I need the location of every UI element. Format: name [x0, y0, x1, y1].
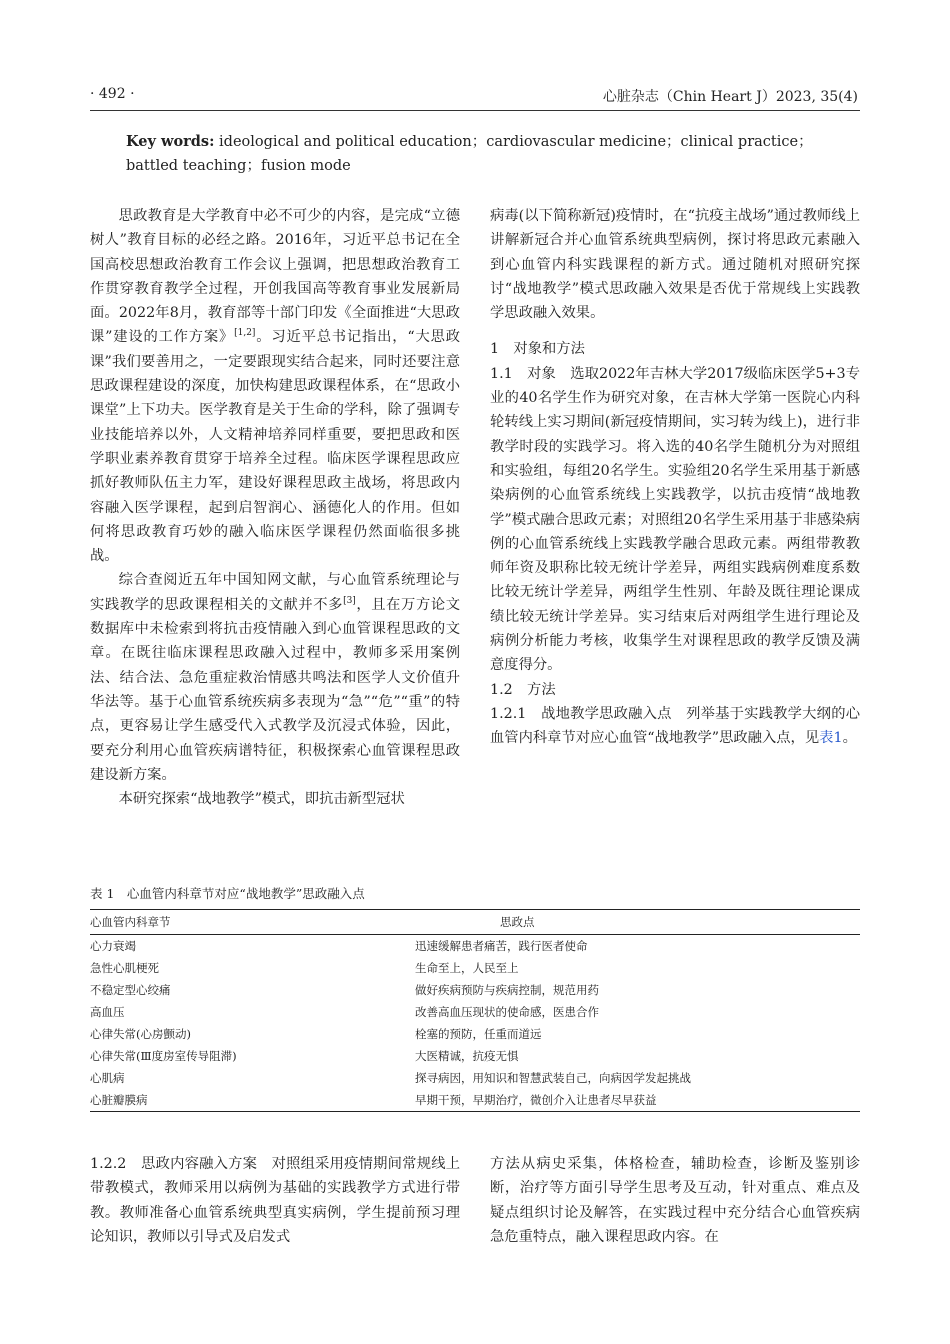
section-heading: 1 对象和方法: [490, 341, 585, 358]
left-column-bottom: [90, 1152, 460, 1249]
subsection-heading: 1.2.1 战地教学思政融入点: [490, 705, 672, 722]
keywords: [126, 130, 860, 178]
subsection-heading: 1.1 对象: [490, 365, 556, 382]
keywords-text: ideological and political education；cardiovascular medicine；clinical practice；battled teaching；fusion mode: [126, 134, 813, 174]
table-header-row: [90, 910, 860, 935]
table-row: 心律失常(心房颤动) 栓塞的预防，任重而道远: [90, 1027, 542, 1041]
table-reference-link[interactable]: 表1: [819, 730, 843, 747]
table-row: 急性心肌梗死 生命至上，人民至上: [90, 961, 519, 975]
paragraph: 方法从病史采集，体格检查，辅助检查，诊断及鉴别诊断，治疗等方面引导学生思考及互动，针对重点、难点及疑点组织讨论及解答，在实践过程中充分结合心血管疾病急危重特点，融入课程思政内容。在: [490, 1156, 860, 1245]
keywords-label: Key words:: [126, 133, 215, 150]
paragraph: 本研究探索“战地教学”模式，即抗击新型冠状: [118, 791, 405, 808]
right-column: [490, 204, 860, 751]
table-row: 心脏瓣膜病 早期干预，早期治疗，微创介入让患者尽早获益: [90, 1089, 860, 1112]
paragraph: 病毒(以下简称新冠)疫情时，在“抗疫主战场”通过教师线上讲解新冠合并心血管系统典型病例，探讨将思政元素融入到心血管内科实践课程的新方式。通过随机对照研究探讨“战地教学”模式思政融入效果是否优于常规线上实践教学思政融入效果。: [490, 208, 860, 322]
subsection-heading: 1.2 方法: [490, 681, 556, 698]
table-row: 心肌病 探寻病因，用知识和智慧武装自己，向病因学发起挑战: [90, 1071, 691, 1085]
table-1: [90, 909, 860, 1112]
table-caption: 表 1 心血管内科章节对应“战地教学”思政融入点: [90, 886, 365, 901]
page-number: · 492 ·: [90, 86, 135, 102]
table-row: 高血压 改善高血压现状的使命感，医患合作: [90, 1005, 599, 1019]
header-rule: [90, 110, 860, 111]
table-row: 心律失常(Ⅲ度房室传导阻滞) 大医精诚，抗疫无惧: [90, 1049, 519, 1063]
subsection-heading: 1.2.2 思政内容融入方案: [90, 1156, 258, 1172]
citation: [3]: [343, 595, 356, 606]
column-header: 思政点: [500, 915, 535, 929]
paragraph: 1.1 对象 选取2022年吉林大学2017级临床医学5+3专业的40名学生作为研究对象，在吉林大学第一医院心内科轮转线上实习期间(新冠疫情期间，实习转为线上)，进行非教学时段的实践学习。将入选的40名学生随机分为对照组和实验组，每组20名学生。实验组20名学生采用基于新感染病例的心血管系统线上实践教学，以抗击疫情“战地教学”模式融合思政元素；对照组20名学生采用基于非感染病例的心血管系统线上实践教学融合思政元素。两组带教教师年资及职称比较无统计学差异，两组实践病例难度系数比较无统计学差异，两组学生性别、年龄及既往理论课成绩比较无统计学差异。实习结束后对两组学生进行理论及病例分析能力考核，收集学生对课程思政的教学反馈及满意度得分。: [490, 365, 860, 674]
paragraph: 1.2.2 思政内容融入方案 对照组采用疫情期间常规线上带教模式，教师采用以病例为基础的实践教学方式进行带教。教师准备心血管系统典型真实病例，学生提前预习理论知识，教师以引导式及启发式: [90, 1156, 460, 1245]
paragraph: 1.2.1 战地教学思政融入点 列举基于实践教学大纲的心血管内科章节对应心血管“战地教学”思政融入点，见表1。: [490, 705, 860, 747]
citation: [1,2]: [234, 328, 256, 339]
right-column-bottom: [490, 1152, 860, 1249]
journal-title: 心脏杂志（Chin Heart J）2023, 35(4): [602, 89, 858, 105]
column-header: 心血管内科章节: [90, 915, 171, 929]
table-row: 心力衰竭 迅速缓解患者痛苦，践行医者使命: [90, 939, 588, 953]
table-row: 不稳定型心绞痛 做好疾病预防与疾病控制，规范用药: [90, 983, 599, 997]
left-column: [90, 204, 460, 811]
paragraph: 思政教育是大学教育中必不可少的内容，是完成“立德树人”教育目标的必经之路。2016年，习近平总书记在全国高校思想政治教育工作会议上强调，把思想政治教育工作贯穿教育教学全过程，开创我国高等教育事业发展新局面。2022年8月，教育部等十部门印发《全面推进“大思政课”建设的工作方案》[1,2]。习近平总书记指出，“大思政课”我们要善用之，一定要跟现实结合起来，同时还要注意思政课程建设的深度，加快构建思政课程体系，在“思政小课堂”上下功夫。医学教育是关于生命的学科，除了强调专业技能培养以外，人文精神培养同样重要，要把思政和医学职业素养教育贯穿于培养全过程。临床医学课程思政应抓好教师队伍主力军，建设好课程思政主战场，将思政内容融入医学课程，起到启智润心、涵德化人的作用。但如何将思政教育巧妙的融入临床医学课程仍然面临很多挑战。: [90, 208, 460, 565]
paragraph: 综合查阅近五年中国知网文献，与心血管系统理论与实践教学的思政课程相关的文献并不多[3]，且在万方论文数据库中未检索到将抗击疫情融入到心血管课程思政的文章。在既往临床课程思政融入过程中，教师多采用案例法、结合法、急危重症救治情感共鸣法和医学人文价值升华法等。基于心血管系统疾病多表现为“急”“危”“重”的特点，更容易让学生感受代入式教学及沉浸式体验，因此，要充分利用心血管疾病谱特征，积极探索心血管课程思政建设新方案。: [90, 572, 461, 783]
